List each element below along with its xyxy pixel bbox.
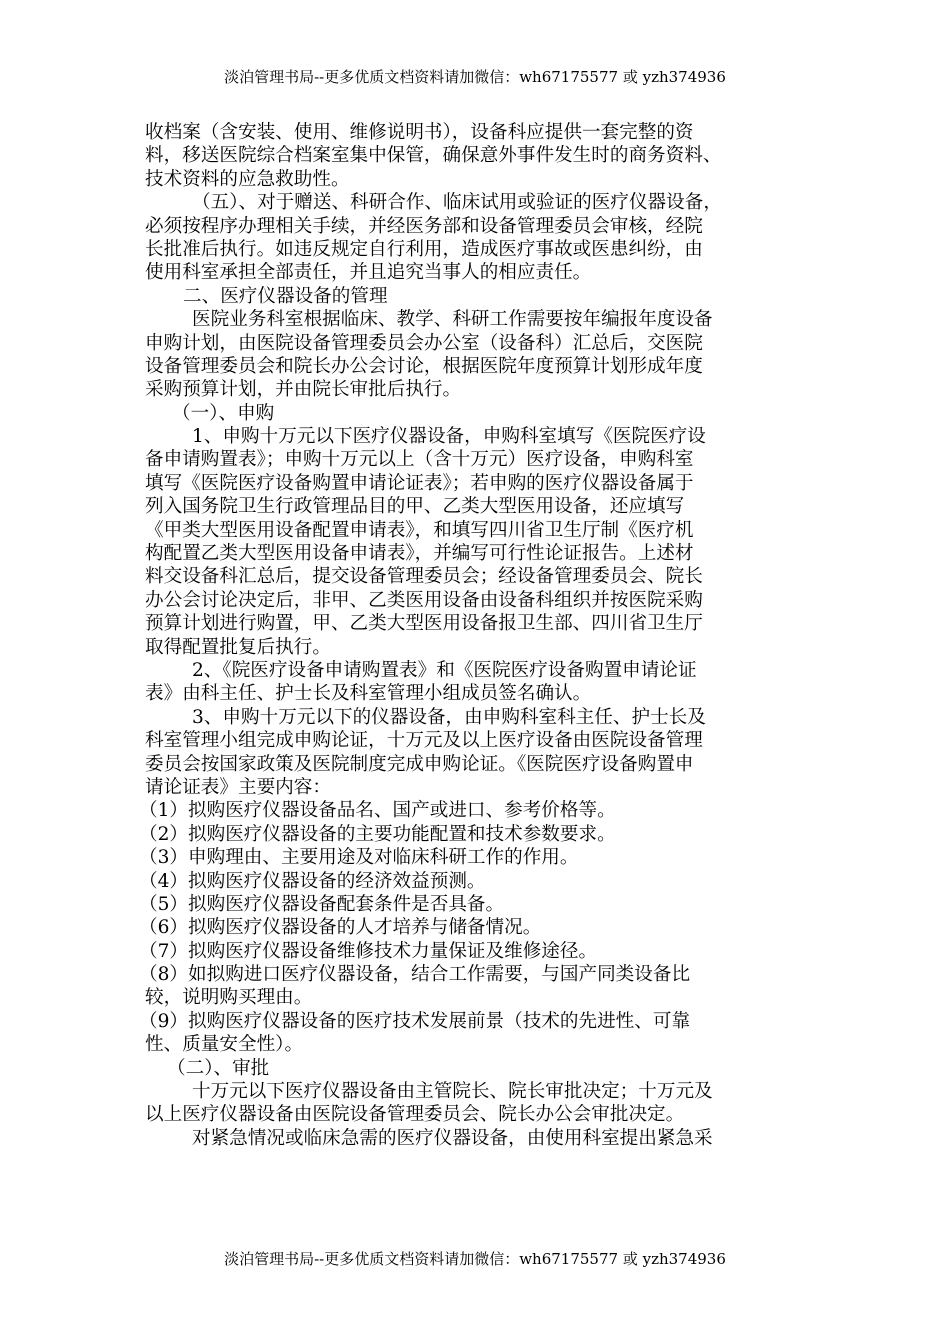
text-line: 取得配置批复后执行。 <box>145 636 331 658</box>
text-line: 备申请购置表》；申购十万元以上（含十万元）医疗设备，申购科室 <box>145 449 694 471</box>
text-line: 列入国务院卫生行政管理品目的甲、乙类大型医用设备，还应填写 <box>145 496 685 518</box>
text-line: 申购计划，由医院设备管理委员会办公室（设备科）汇总后，交医院 <box>145 332 703 354</box>
text-line: 科室管理小组完成申购论证，十万元及以上医疗设备由医院设备管理 <box>145 730 703 752</box>
subsection-heading: （一）、申购 <box>172 402 275 424</box>
text-line: 必须按程序办理相关手续，并经医务部和设备管理委员会审核，经院 <box>145 215 703 237</box>
text-line: 较，说明购买理由。 <box>145 987 313 1009</box>
document-body <box>139 121 825 1150</box>
text-line: 委员会按国家政策及医院制度完成申购论证。《医院医疗设备购置申 <box>145 753 694 775</box>
text-line: 填写《医院医疗设备购置申请论证表》；若申购的医疗仪器设备属于 <box>145 472 694 494</box>
list-item: （3）申购理由、主要用途及对临床科研工作的作用。 <box>139 847 579 869</box>
text-line: 预算计划进行购置，甲、乙类大型医用设备报卫生部、四川省卫生厅 <box>145 613 703 635</box>
text-line: 2、《院医疗设备申请购置表》和《医院医疗设备购置申请论证 <box>192 659 697 681</box>
list-item: （1）拟购医疗仪器设备品名、国产或进口、参考价格等。 <box>139 800 616 822</box>
section-heading: 二、医疗仪器设备的管理 <box>183 285 388 307</box>
list-item: （4）拟购医疗仪器设备的经济效益预测。 <box>139 870 486 892</box>
text-line: 请论证表》主要内容： <box>145 776 331 798</box>
text-line: 设备管理委员会和院长办公会讨论，根据医院年度预算计划形成年度 <box>145 355 703 377</box>
text-line: 构配置乙类大型医用设备申请表》，并编写可行性论证报告。上述材 <box>145 543 694 565</box>
text-line: 3、申购十万元以下的仪器设备，由申购科室科主任、护士长及 <box>192 706 706 728</box>
text-line: 使用科室承担全部责任，并且追究当事人的相应责任。 <box>145 262 592 284</box>
text-line: 收档案（含安装、使用、维修说明书），设备科应提供一套完整的资 <box>145 122 694 143</box>
list-item: （6）拟购医疗仪器设备的人才培养与储备情况。 <box>139 917 542 939</box>
text-line: 性、质量安全性）。 <box>145 1034 304 1056</box>
text-line: 以上医疗仪器设备由医院设备管理委员会、院长办公会审批决定。 <box>145 1104 685 1126</box>
text-line: 《甲类大型医用设备配置申请表》，和填写四川省卫生厅制《医疗机 <box>145 519 694 541</box>
text-line: 料，移送医院综合档案室集中保管，确保意外事件发生时的商务资料、 <box>145 145 722 167</box>
list-item: （5）拟购医疗仪器设备配套条件是否具备。 <box>139 893 505 915</box>
text-line: 表》由科主任、护士长及科室管理小组成员签名确认。 <box>145 683 592 705</box>
list-item: （9）拟购医疗仪器设备的医疗技术发展前景（技术的先进性、可靠 <box>139 1010 691 1032</box>
text-line: 技术资料的应急救助性。 <box>145 168 350 190</box>
subsection-heading: （二）、审批 <box>167 1057 270 1079</box>
list-item: （7）拟购医疗仪器设备维修技术力量保证及维修途径。 <box>139 940 598 962</box>
list-item: （2）拟购医疗仪器设备的主要功能配置和技术参数要求。 <box>139 823 616 845</box>
text-line: 对紧急情况或临床急需的医疗仪器设备，由使用科室提出紧急采 <box>192 1127 713 1149</box>
list-item: （8）如拟购进口医疗仪器设备，结合工作需要，与国产同类设备比 <box>139 964 691 986</box>
page-footer: 淡泊管理书局--更多优质文档资料请加微信：wh67175577 或 yzh374936 <box>224 1250 726 1268</box>
text-line: 1、申购十万元以下医疗仪器设备，申购科室填写《医院医疗设 <box>192 426 706 448</box>
text-line: 十万元以下医疗仪器设备由主管院长、院长审批决定；十万元及 <box>192 1081 713 1103</box>
text-line: 长批准后执行。如违反规定自行利用，造成医疗事故或医患纠纷，由 <box>145 238 703 260</box>
text-line: 办公会讨论决定后，非甲、乙类医用设备由设备科组织并按医院采购 <box>145 589 703 611</box>
page-header: 淡泊管理书局--更多优质文档资料请加微信：wh67175577 或 yzh374936 <box>224 68 726 86</box>
text-line: 采购预算计划，并由院长审批后执行。 <box>145 379 462 401</box>
text-line: 医院业务科室根据临床、教学、科研工作需要按年编报年度设备 <box>192 309 713 331</box>
text-line: 料交设备科汇总后，提交设备管理委员会；经设备管理委员会、院长 <box>145 566 703 588</box>
text-line: （五）、对于赠送、科研合作、临床试用或验证的医疗仪器设备， <box>192 192 722 214</box>
